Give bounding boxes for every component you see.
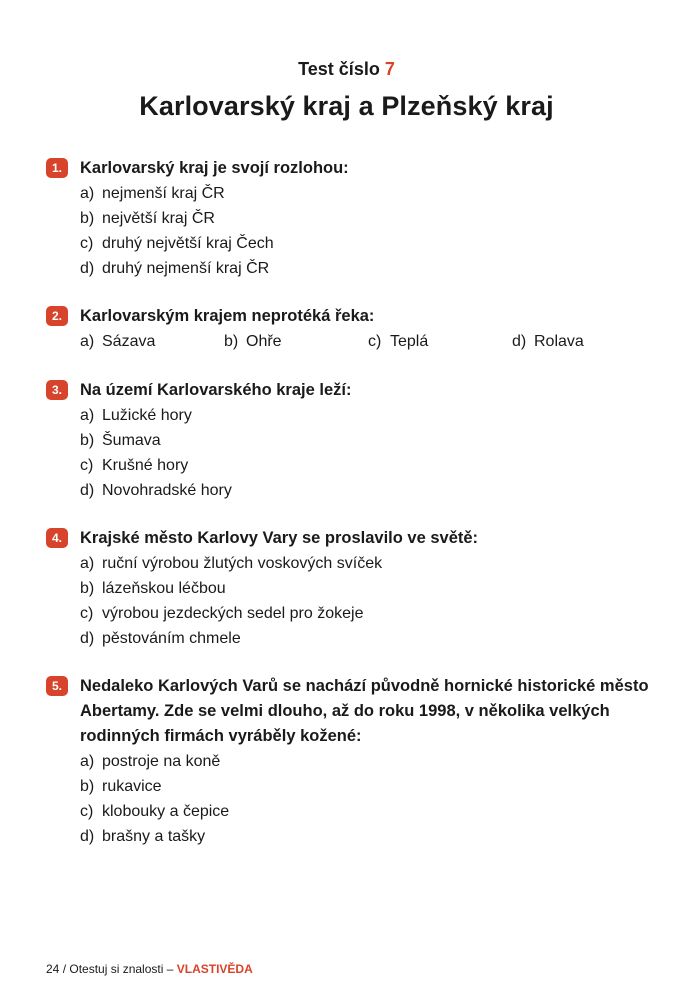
page-number: 24 [46, 962, 60, 976]
option-c [80, 799, 656, 824]
option-letter: c) [80, 605, 94, 622]
option-d [80, 478, 656, 503]
option-text: Lužické hory [102, 407, 192, 424]
option-text: nejmenší kraj ČR [102, 185, 225, 202]
test-number: 7 [384, 59, 395, 79]
question-text-line: Abertamy. Zde se velmi dlouho, až do roku 1998, v několika velkých [80, 702, 610, 720]
question-text: Krajské město Karlovy Vary se proslavilo ve světě: [80, 529, 479, 547]
option-letter: a) [80, 333, 95, 350]
footer-text: / Otestuj si znalosti – [59, 962, 177, 976]
option-text: největší kraj ČR [102, 210, 215, 227]
question-2 [46, 304, 656, 354]
option-d [512, 329, 656, 354]
page-header [0, 56, 693, 124]
option-text: Krušné hory [102, 457, 189, 474]
option-c [80, 601, 656, 626]
question-text: Karlovarský kraj je svojí rozlohou: [80, 159, 349, 177]
question-number-badge: 4. [46, 528, 68, 548]
question-text [80, 674, 649, 749]
option-text: lázeňskou léčbou [102, 580, 226, 597]
option-text: druhý největší kraj Čech [102, 235, 274, 252]
option-letter: c) [80, 235, 94, 252]
option-d [80, 824, 656, 849]
question-number-badge: 2. [46, 306, 68, 326]
option-text: pěstováním chmele [102, 630, 241, 647]
option-text: výrobou jezdeckých sedel pro žokeje [102, 605, 364, 622]
question-number-badge: 5. [46, 676, 68, 696]
question-4 [46, 526, 656, 651]
option-letter: a) [80, 185, 95, 202]
option-letter: a) [80, 407, 95, 424]
question-number-badge: 1. [46, 158, 68, 178]
question-1 [46, 156, 656, 281]
question-text: Karlovarským krajem neprotéká řeka: [80, 307, 375, 325]
question-number-badge: 3. [46, 380, 68, 400]
option-a [80, 403, 656, 428]
option-text: Novohradské hory [102, 482, 232, 499]
option-letter: d) [512, 333, 527, 350]
option-letter: d) [80, 630, 95, 647]
option-c [368, 329, 512, 354]
question-text-line: rodinných firmách vyráběly kožené: [80, 727, 362, 745]
option-b [224, 329, 368, 354]
option-letter: d) [80, 482, 95, 499]
question-3 [46, 378, 656, 503]
option-b [80, 774, 656, 799]
option-letter: b) [80, 580, 95, 597]
option-d [80, 256, 656, 281]
option-text: Ohře [246, 333, 282, 350]
option-letter: b) [80, 432, 95, 449]
option-c [80, 453, 656, 478]
option-text: druhý nejmenší kraj ČR [102, 260, 270, 277]
option-b [80, 576, 656, 601]
option-a [80, 329, 224, 354]
footer-subject: VLASTIVĚDA [176, 962, 253, 976]
option-text: klobouky a čepice [102, 803, 230, 820]
option-letter: b) [80, 210, 95, 227]
option-text: Šumava [102, 432, 161, 449]
option-letter: a) [80, 555, 95, 572]
option-letter: c) [80, 803, 94, 820]
option-a [80, 749, 656, 774]
option-letter: b) [224, 333, 239, 350]
option-text: Sázava [102, 333, 156, 350]
option-text: brašny a tašky [102, 828, 206, 845]
option-letter: a) [80, 753, 95, 770]
option-a [80, 551, 656, 576]
question-text-line: Nedaleko Karlových Varů se nachází původně hornické historické město [80, 677, 649, 695]
page-footer [46, 961, 253, 977]
option-text: ruční výrobou žlutých voskových svíček [102, 555, 383, 572]
question-text: Na území Karlovarského kraje leží: [80, 381, 352, 399]
option-letter: d) [80, 828, 95, 845]
option-letter: b) [80, 778, 95, 795]
option-c [80, 231, 656, 256]
option-letter: d) [80, 260, 95, 277]
option-text: postroje na koně [102, 753, 221, 770]
page-title: Karlovarský kraj a Plzeňský kraj [139, 91, 554, 121]
option-text: Teplá [390, 333, 429, 350]
test-heading [0, 56, 693, 82]
option-letter: c) [368, 333, 382, 350]
option-b [80, 428, 656, 453]
option-text: Rolava [534, 333, 584, 350]
option-letter: c) [80, 457, 94, 474]
option-text: rukavice [102, 778, 162, 795]
option-a [80, 181, 656, 206]
test-label: Test číslo [298, 59, 380, 79]
question-5 [46, 674, 656, 849]
option-b [80, 206, 656, 231]
option-d [80, 626, 656, 651]
